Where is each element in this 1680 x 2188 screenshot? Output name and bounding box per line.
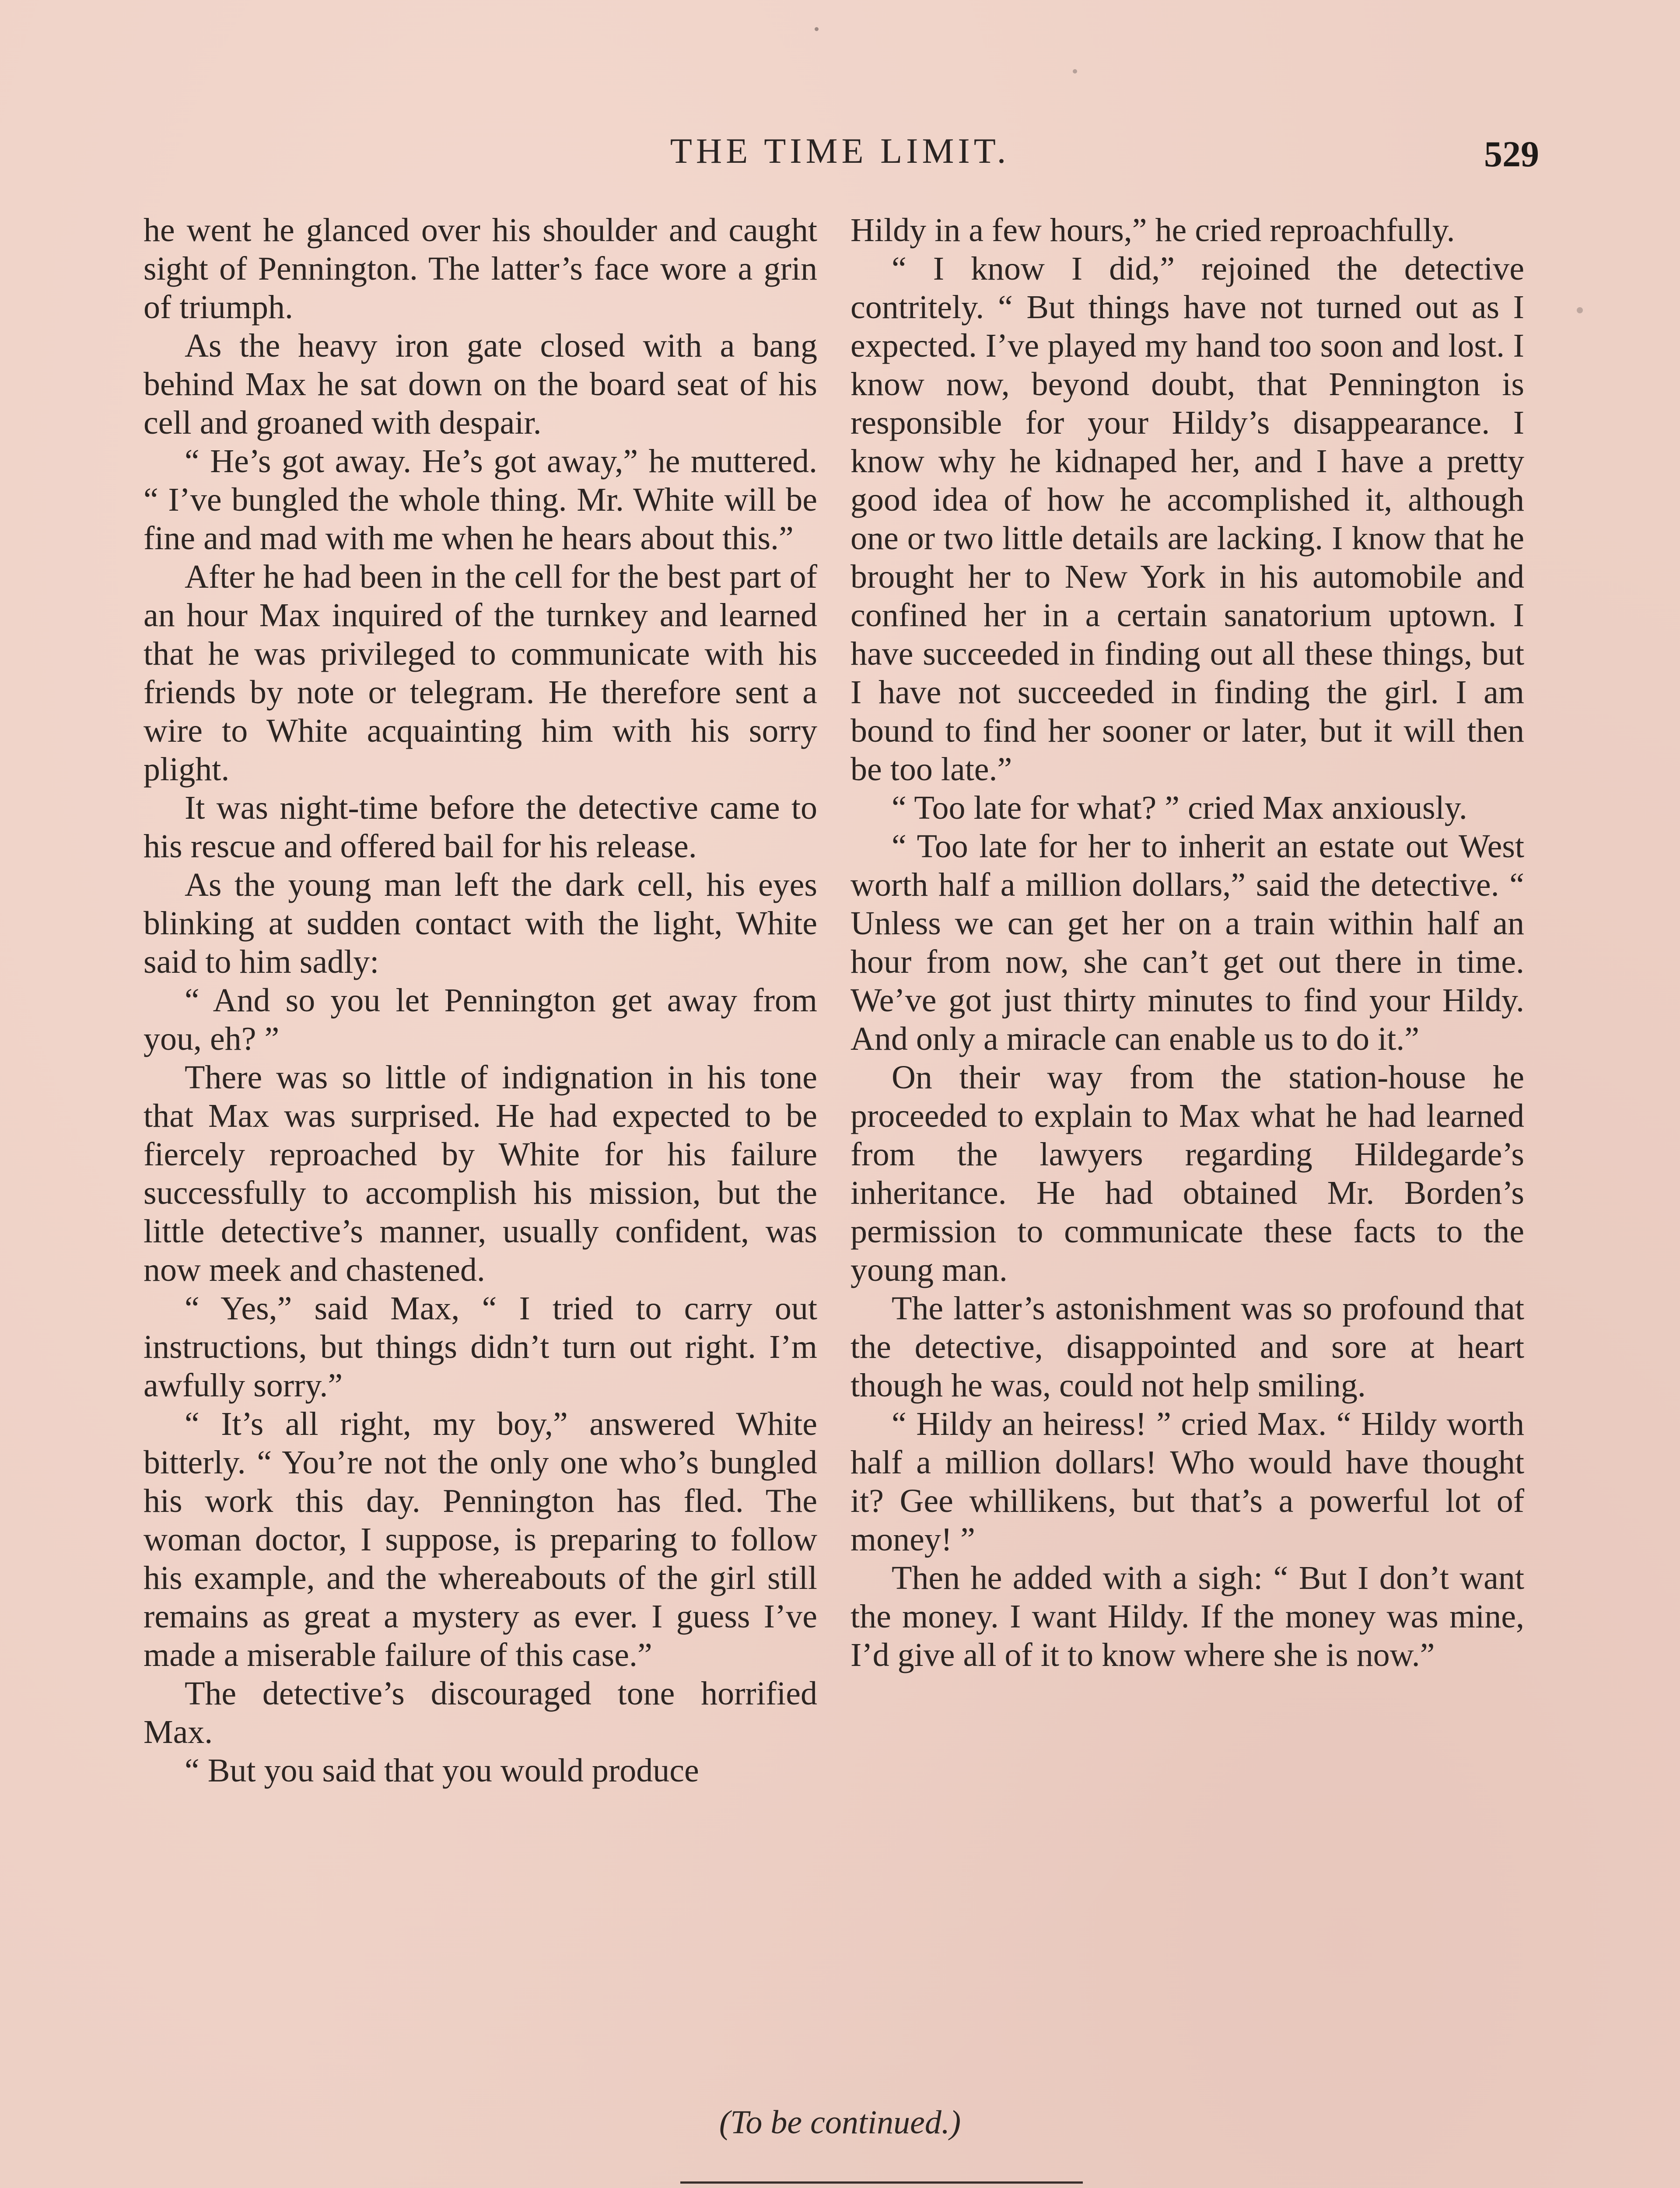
paragraph: “ Too late for what? ” cried Max anxiously. — [892, 789, 1467, 826]
continued-note: (To be continued.) — [719, 2104, 961, 2141]
paragraph: he went he glanced over his shoulder and caught sight of Pennington. The latter’s face wore a grin of triumph. — [144, 212, 817, 326]
paragraph: “ And so you let Pennington get away from you, eh? ” — [144, 982, 817, 1057]
running-title: THE TIME LIMIT. — [670, 131, 1010, 171]
paragraph: The detective’s discouraged tone horrified Max. — [144, 1675, 817, 1750]
paragraph: “ It’s all right, my boy,” answered White bitterly. “ You’re not the only one who’s bungled his work this day. Pennington has fled. The woman doctor, I suppose, is preparing to follow his example, and the whereabouts of the girl still remains as great a mystery as ever. I guess I’ve made a miserable failure of this case.” — [144, 1406, 817, 1673]
paragraph: It was night-time before the detective came to his rescue and offered bail for his release. — [144, 789, 817, 865]
paragraph: There was so little of indignation in his tone that Max was surprised. He had expected to be fiercely reproached by White for his failure successfully to accomplish his mission, but the little detective’s manner, usually confident, was now meek and chastened. — [144, 1059, 817, 1288]
paper-speck — [1073, 69, 1077, 74]
paragraph: “ Yes,” said Max, “ I tried to carry out instructions, but things didn’t turn out right. I’m awfully sorry.” — [144, 1290, 817, 1404]
paragraph: “ But you said that you would produce — [185, 1752, 699, 1789]
paragraph: Hildy in a few hours,” he cried reproachfully. — [850, 212, 1455, 249]
paragraph: On their way from the station-house he proceeded to explain to Max what he had learned from the lawyers regarding Hildegarde’s inheritance. He had obtained Mr. Borden’s permission to communicate these facts to the young man. — [850, 1059, 1524, 1288]
paper-speck — [1577, 307, 1583, 313]
paragraph: The latter’s astonishment was so profound that the detective, disappointed and sore at heart though he was, could not help smiling. — [850, 1290, 1524, 1404]
paragraph: “ Too late for her to inherit an estate out West worth half a million dollars,” said the detective. “ Unless we can get her on a train within half an hour from now, she can’t get out there in time. We’ve got just thirty minutes to find your Hildy. And only a miracle can enable us to do it.” — [850, 828, 1524, 1057]
section-divider — [680, 2181, 1083, 2184]
paragraph: As the young man left the dark cell, his eyes blinking at sudden contact with the light, White said to him sadly: — [144, 866, 817, 980]
paragraph: “ I know I did,” rejoined the detective contritely. “ But things have not turned out as I expected. I’ve played my hand too soon and lost. I know now, beyond doubt, that Pennington is responsible for your Hildy’s disappearance. I know why he kidnaped her, and I have a pretty good idea of how he accomplished it, although one or two little details are lacking. I know that he brought her to New York in his automobile and confined her in a certain sanatorium uptown. I have succeeded in finding out all these things, but I have not succeeded in finding the girl. I am bound to find her sooner or later, but it will then be too late.” — [850, 250, 1524, 788]
right-column — [850, 211, 1524, 2079]
left-column — [144, 211, 817, 2079]
paragraph: “ He’s got away. He’s got away,” he muttered. “ I’ve bungled the whole thing. Mr. White will be fine and mad with me when he hears about this.” — [144, 443, 817, 557]
paper-speck — [815, 27, 819, 31]
paragraph: As the heavy iron gate closed with a bang behind Max he sat down on the board seat of his cell and groaned with despair. — [144, 327, 817, 441]
paragraph: Then he added with a sigh: “ But I don’t want the money. I want Hildy. If the money was mine, I’d give all of it to know where she is now.” — [850, 1560, 1524, 1673]
paragraph: “ Hildy an heiress! ” cried Max. “ Hildy worth half a million dollars! Who would have thought it? Gee whillikens, but that’s a powerful lot of money! ” — [850, 1406, 1524, 1558]
page-number: 529 — [1484, 134, 1539, 175]
paragraph: After he had been in the cell for the best part of an hour Max inquired of the turnkey and learned that he was privileged to communicate with his friends by note or telegram. He therefore sent a wire to White acquainting him with his sorry plight. — [144, 558, 817, 788]
